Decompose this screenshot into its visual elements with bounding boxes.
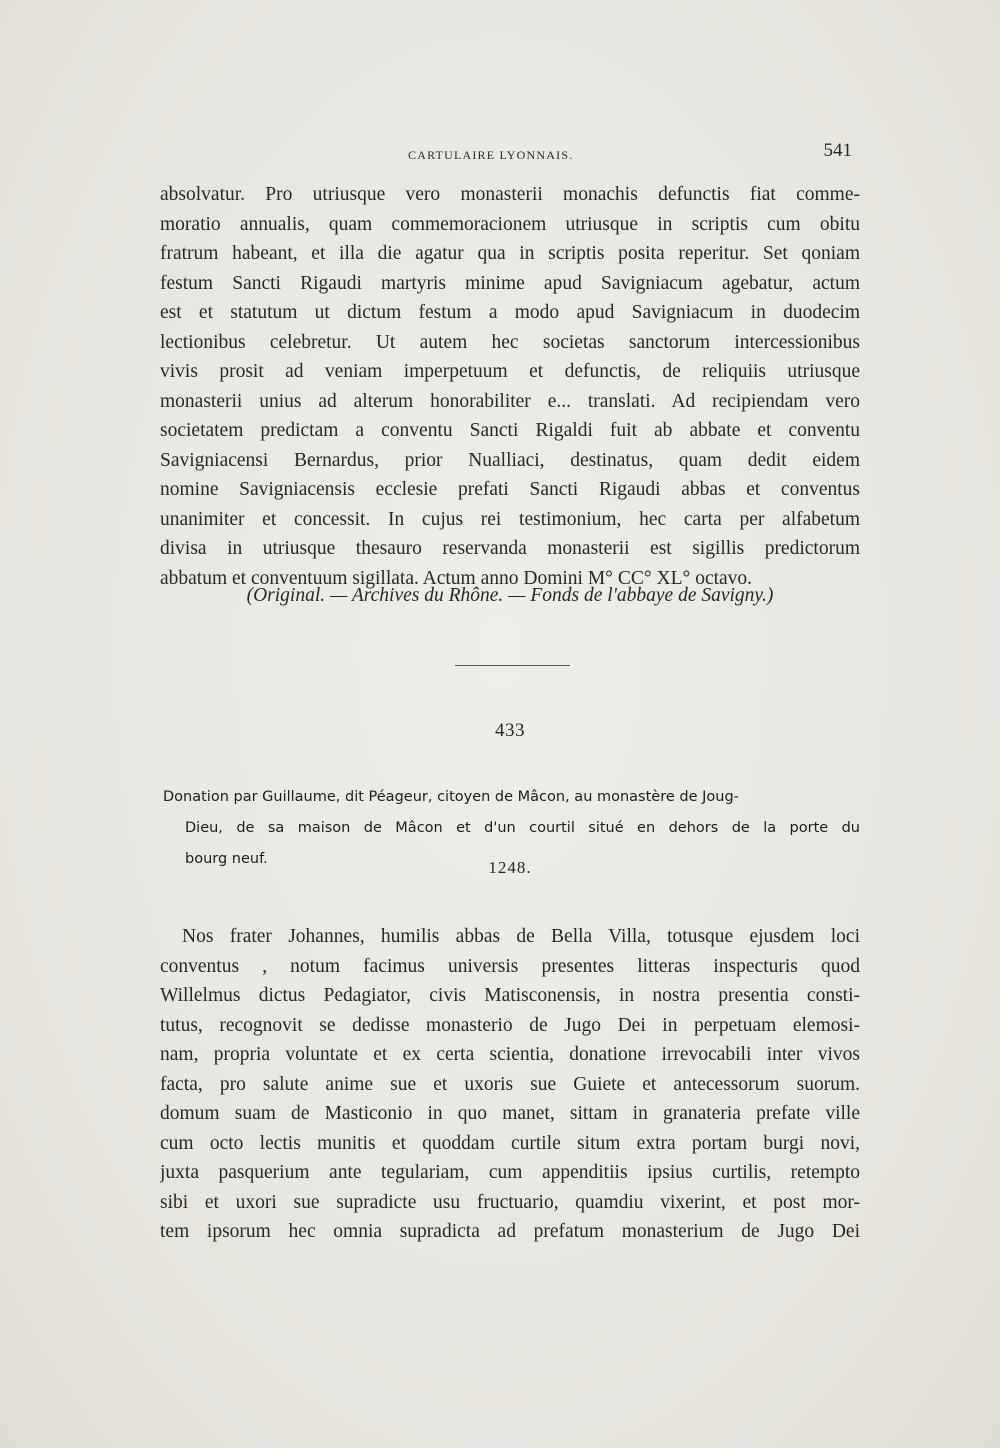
document-number: 433 [495, 720, 525, 741]
text-line: nomine Savigniacensis ecclesie prefati Sancti Rigaudi abbas et conventus [160, 479, 860, 500]
text-line: cum octo lectis munitis et quoddam curtile situm extra portam burgi novi, [160, 1132, 860, 1154]
text-line: facta, pro salute anime sue et uxoris sue Guiete et antecessorum suorum. [160, 1073, 860, 1095]
text-line: festum Sancti Rigaudi martyris minime apud Savigniacum agebatur, actum [160, 272, 860, 294]
text-line: domum suam de Masticonio in quo manet, sittam in granateria prefate ville [160, 1103, 860, 1124]
text-line: tem ipsorum hec omnia supradicta ad prefatum monasterium de Jugo Dei [160, 1221, 860, 1242]
source-note: (Original. — Archives du Rhône. — Fonds de l'abbaye de Savigny.) [246, 585, 774, 606]
text-line: lectionibus celebretur. Ut autem hec societas sanctorum intercessionibus [160, 331, 860, 353]
text-line: monasterii unius ad alterum honorabiliter e... translati. Ad recipiendam vero [160, 390, 860, 412]
text-line: Savigniacensi Bernardus, prior Nualliaci, destinatus, quam dedit eidem [160, 449, 860, 471]
text-line: Willelmus dictus Pedagiator, civis Matisconensis, in nostra presentia consti- [160, 985, 860, 1006]
page-number: 541 [823, 140, 852, 161]
heading-line: Donation par Guillaume, dit Péageur, citoyen de Mâcon, au monastère de Joug- [163, 789, 739, 805]
paragraph-continuation [160, 180, 860, 593]
heading-line: bourg neuf. [185, 851, 268, 867]
text-line: Nos frater Johannes, humilis abbas de Bella Villa, totusque ejusdem loci [182, 926, 860, 947]
section-divider [455, 665, 570, 666]
text-line: divisa in utriusque thesauro reservanda monasterii est sigillis predictorum [160, 538, 860, 559]
charter-text [160, 922, 860, 1247]
text-line: sibi et uxori sue supradicte usu fructuario, quamdiu vixerint, et post mor- [160, 1191, 860, 1213]
text-line: nam, propria voluntate et ex certa scientia, donatione irrevocabili inter vivos [160, 1044, 860, 1065]
text-line: tutus, recognovit se dedisse monasterio de Jugo Dei in perpetuam elemosi- [160, 1014, 860, 1036]
document-date: 1248. [488, 858, 532, 877]
heading-line: Dieu, de sa maison de Mâcon et d'un courtil situé en dehors de la porte du [185, 820, 860, 836]
text-line: juxta pasquerium ante tegulariam, cum appenditiis ipsius curtilis, retempto [160, 1162, 860, 1183]
text-line: fratrum habeant, et illa die agatur qua in scriptis posita reperitur. Set qoniam [160, 243, 860, 264]
running-title: CARTULAIRE LYONNAIS. [408, 148, 574, 162]
text-line: abbatum et conventuum sigillata. Actum anno Domini M° CC° XL° octavo. [160, 567, 753, 589]
text-line: est et statutum ut dictum festum a modo apud Savigniacum in duodecim [160, 302, 860, 323]
text-line: absolvatur. Pro utriusque vero monasterii monachis defunctis fiat comme- [160, 184, 860, 205]
text-line: vivis prosit ad veniam imperpetuum et defunctis, de reliquiis utriusque [160, 361, 860, 382]
text-line: moratio annualis, quam commemoracionem utriusque in scriptis cum obitu [160, 213, 860, 235]
text-line: unanimiter et concessit. In cujus rei testimonium, hec carta per alfabetum [160, 508, 860, 530]
text-line: conventus , notum facimus universis presentes litteras inspecturis quod [160, 955, 860, 977]
text-line: societatem predictam a conventu Sancti Rigaldi fuit ab abbate et conventu [160, 420, 860, 441]
running-head [160, 140, 860, 166]
